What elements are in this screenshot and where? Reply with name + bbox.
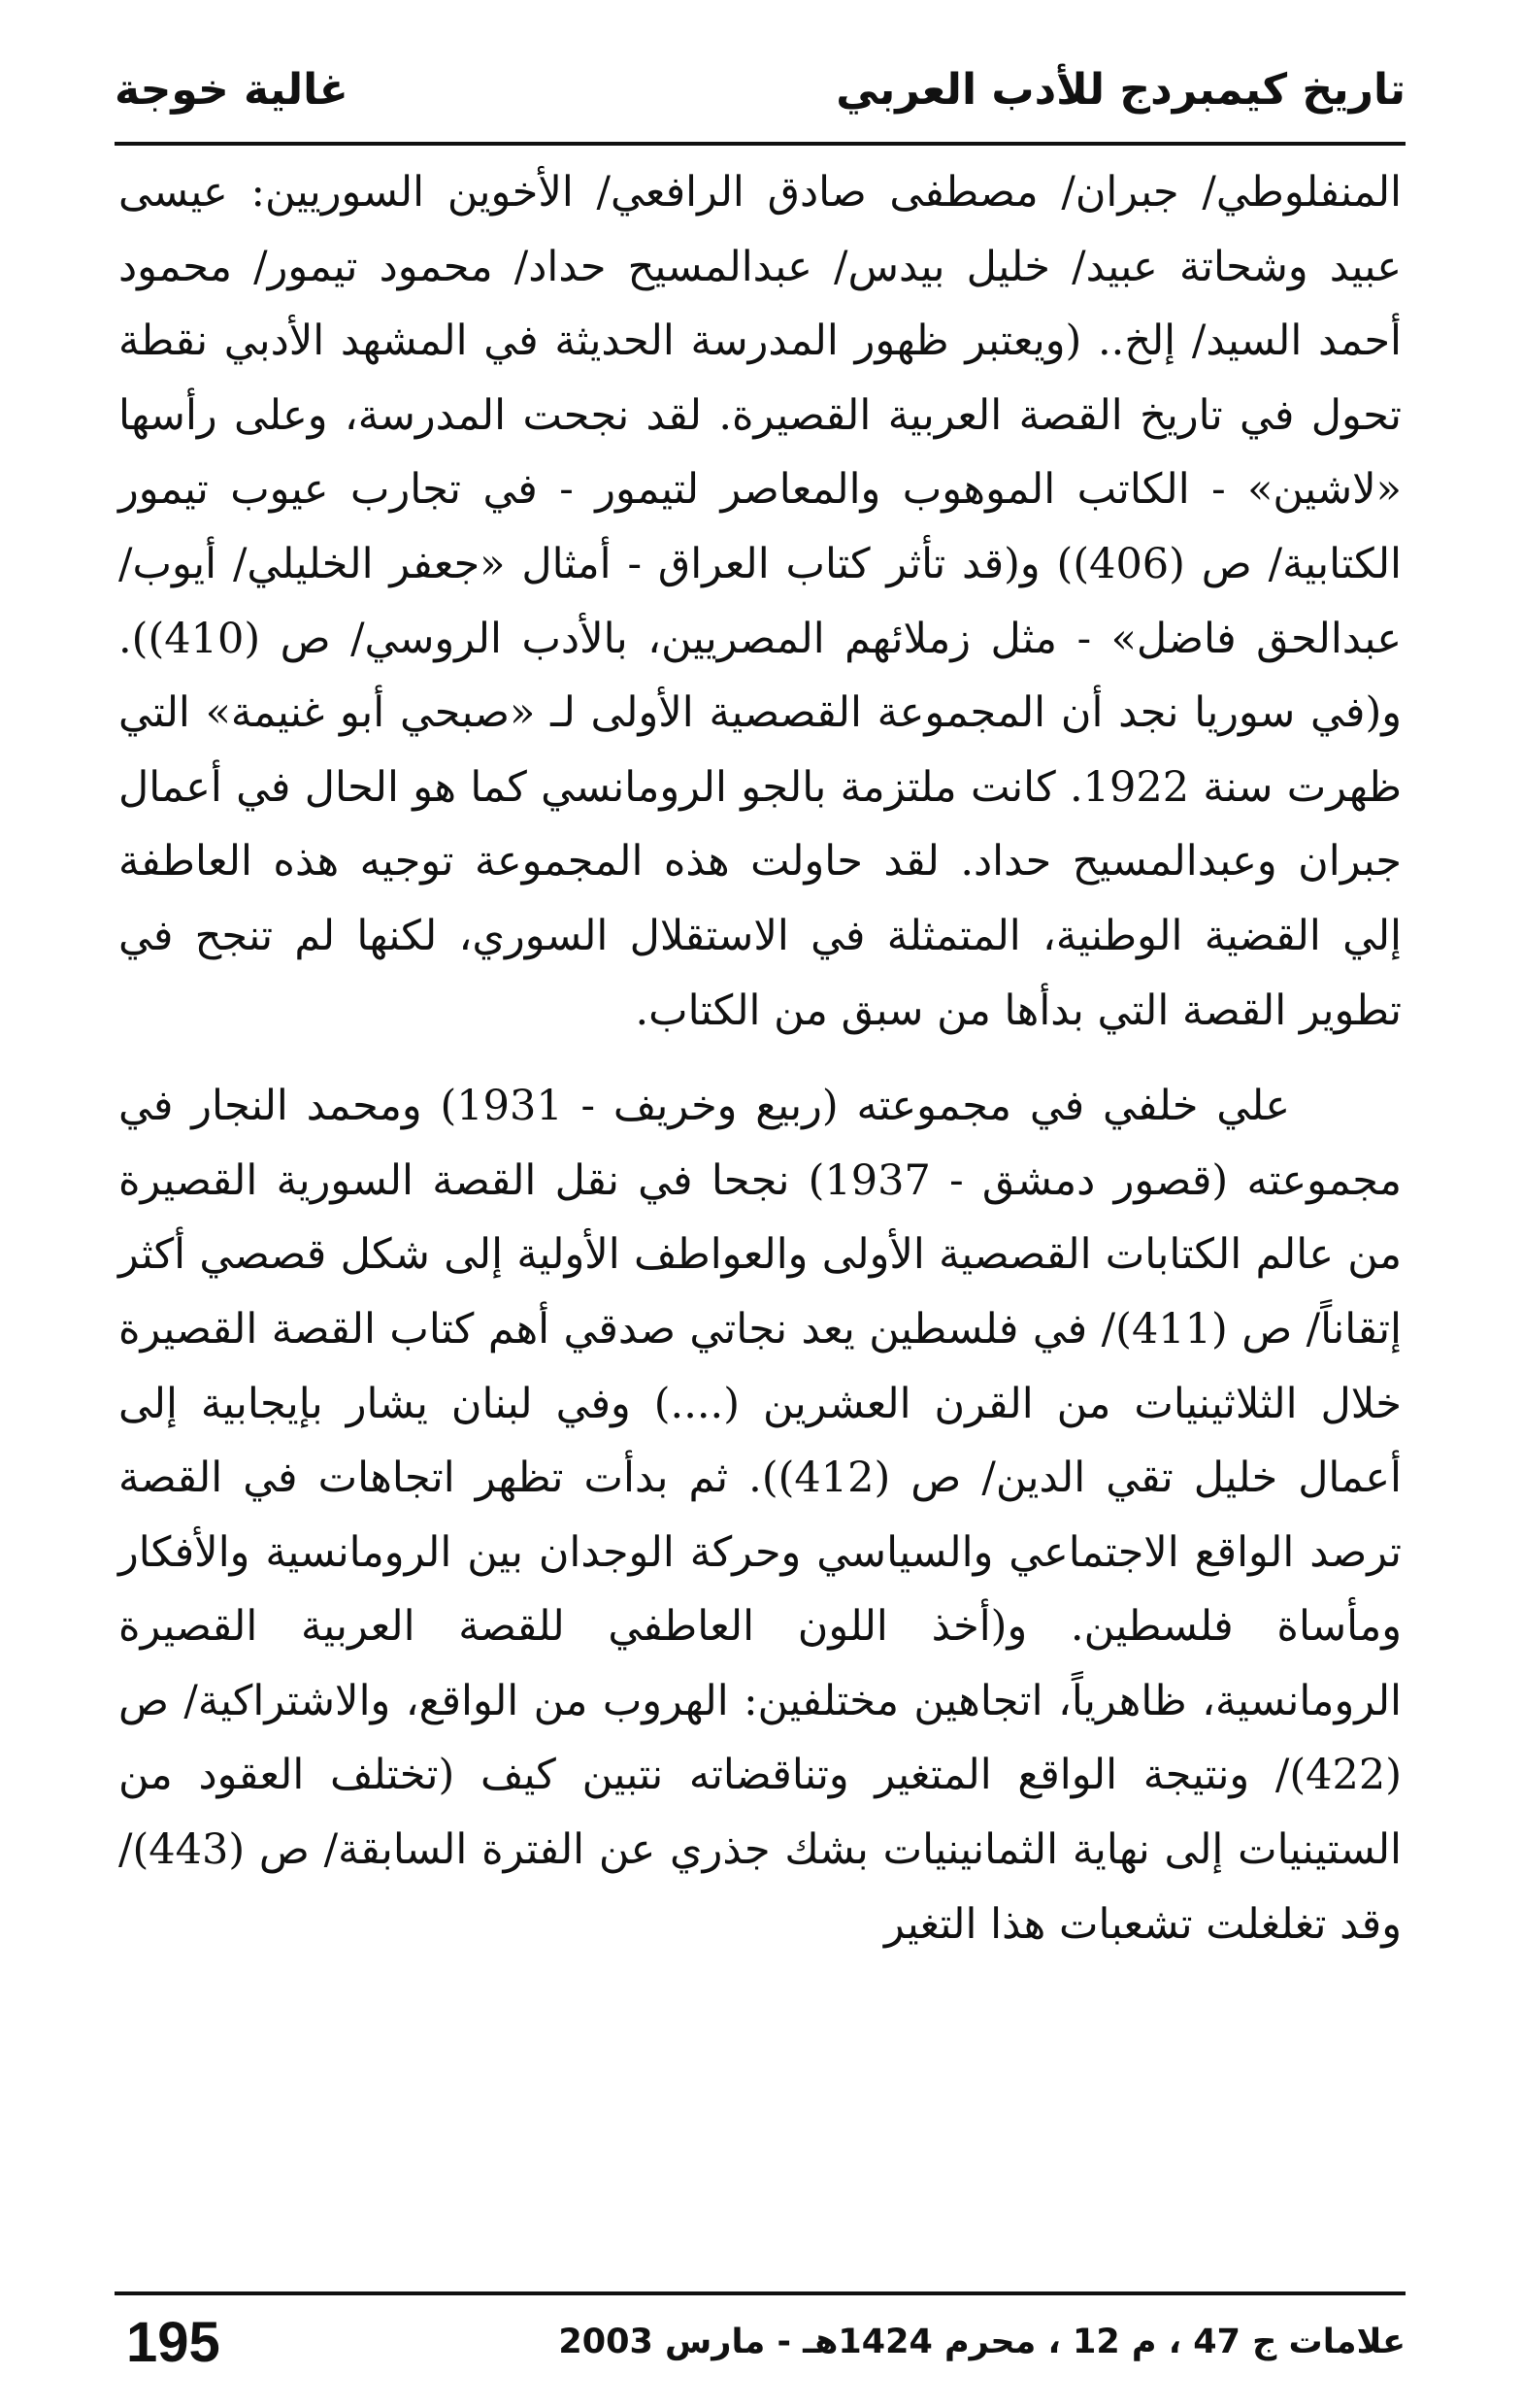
paragraph-1: المنفلوطي/ جبران/ مصطفى صادق الرافعي/ الأخوين السوريين: عيسى عبيد وشحاتة عبيد/ خليل بيدس/ عبدالمسيح حداد/ محمود تيمور/ محمود أحمد السيد/ إلخ.. (ويعتبر ظهور المدرسة الحديثة في المشهد الأدبي نقطة تحول في تاريخ القصة العربية القصيرة. لقد نجحت المدرسة، وعلى رأسها «لاشين» - الكاتب الموهوب والمعاصر لتيمور - في تجارب عيوب تيمور الكتابية/ ص (406)) و(قد تأثر كتاب العراق - أمثال «جعفر الخليلي/ أيوب/ عبدالحق فاضل» - مثل زملائهم المصريين، بالأدب الروسي/ ص (410)). و(في سوريا نجد أن المجموعة القصصية الأولى لـ «صبحي أبو غنيمة» التي ظهرت سنة 1922. كانت ملتزمة بالجو الرومانسي كما هو الحال في أعمال جبران وعبدالمسيح حداد. لقد حاولت هذه المجموعة توجيه هذه العاطفة إلي القضية الوطنية، المتمثلة في الاستقلال السوري، لكنها لم تنجح في تطوير القصة التي بدأها من سبق من الكتاب. [118, 168, 1402, 1035]
running-header [115, 50, 1406, 128]
running-footer [126, 2303, 1406, 2381]
body-text [118, 155, 1402, 1961]
header-rule [115, 142, 1406, 146]
journal-info: علامات ج 47 ، م 12 ، محرم 1424هـ - مارس 2003 [558, 2323, 1406, 2361]
page-number: 195 [126, 2310, 220, 2374]
paragraph-2: علي خلفي في مجموعته (ربيع وخريف - 1931) ومحمد النجار في مجموعته (قصور دمشق - 1937) نجحا في نقل القصة السورية القصيرة من عالم الكتابات القصصية الأولى والعواطف الأولية إلى شكل قصصي أكثر إتقاناً/ ص (411)/ في فلسطين يعد نجاتي صدقي أهم كتاب القصة القصيرة خلال الثلاثينيات من القرن العشرين (....) وفي لبنان يشار بإيجابية إلى أعمال خليل تقي الدين/ ص (412)). ثم بدأت تظهر اتجاهات في القصة ترصد الواقع الاجتماعي والسياسي وحركة الوجدان بين الرومانسية والأفكار ومأساة فلسطين. و(أخذ اللون العاطفي للقصة العربية القصيرة الرومانسية، ظاهرياً، اتجاهين مختلفين: الهروب من الواقع، والاشتراكية/ ص (422)/ ونتيجة الواقع المتغير وتناقضاته نتبين كيف (تختلف العقود من الستينيات إلى نهاية الثمانينيات بشك جذري عن الفترة السابقة/ ص (443)/ وقد تغلغلت تشعبات هذا التغير [118, 1082, 1403, 1949]
book-title: تاريخ كيمبردج للأدب العربي [836, 64, 1406, 115]
footer-rule [115, 2291, 1406, 2295]
author-name: غالية خوجة [115, 64, 348, 115]
